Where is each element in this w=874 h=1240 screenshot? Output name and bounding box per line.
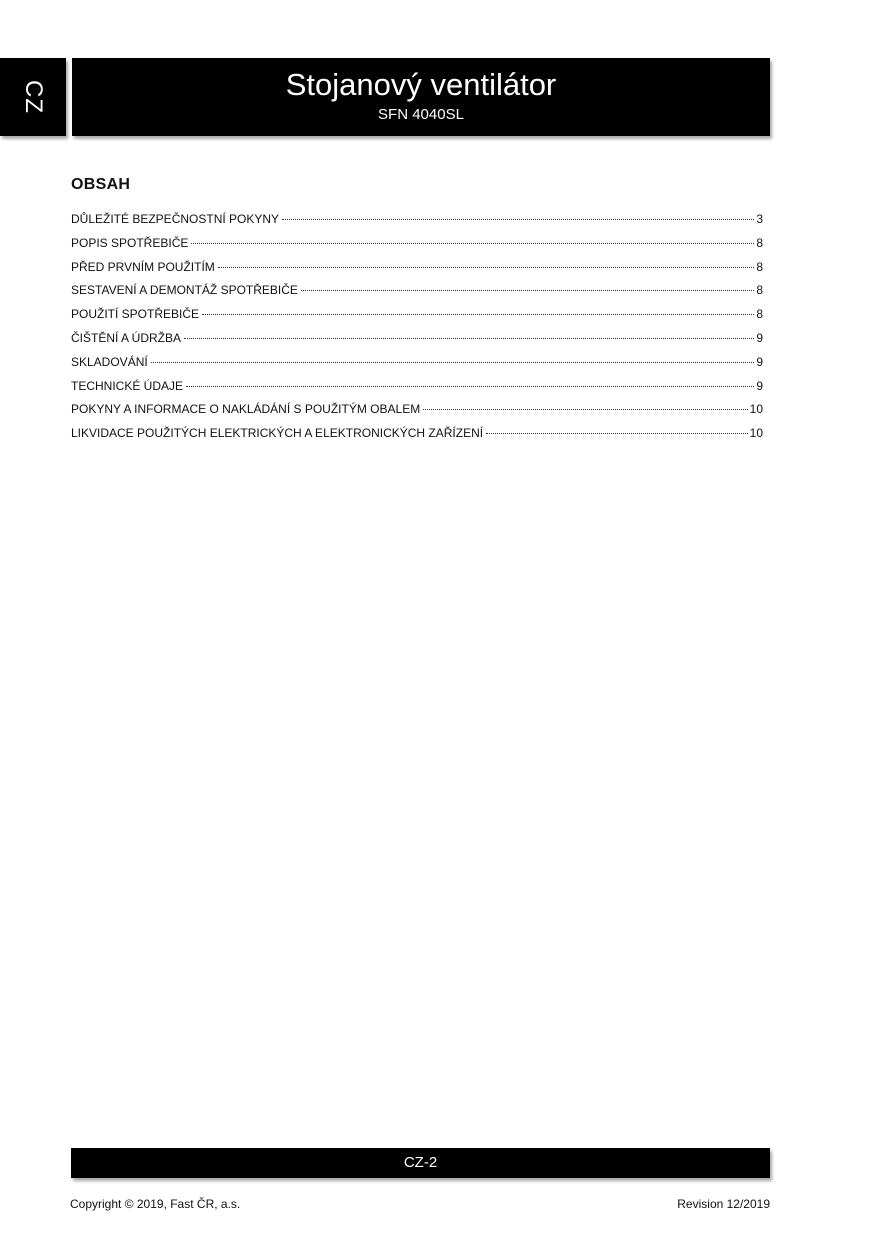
revision-label: Revision 12/2019 [677, 1197, 770, 1211]
toc-item-page: 3 [756, 212, 763, 226]
toc-item-title: ČIŠTĚNÍ A ÚDRŽBA [71, 330, 182, 345]
toc-item[interactable] [71, 402, 763, 426]
toc-dot-leader [218, 267, 755, 268]
toc-dot-leader [486, 433, 748, 434]
toc-item-page: 8 [756, 259, 763, 274]
toc-item-title: POKYNY A INFORMACE O NAKLÁDÁNÍ S POUŽITÝM OBALEM [71, 402, 421, 417]
toc-item[interactable] [71, 379, 763, 403]
toc-item-title: DŮLEŽITÉ BEZPEČNOSTNÍ POKYNY [71, 212, 280, 226]
toc-item-title: SKLADOVÁNÍ [71, 354, 148, 369]
model-number: SFN 4040SL [378, 106, 464, 123]
toc-item-page: 8 [756, 307, 763, 322]
header-bar [72, 58, 770, 136]
toc-item-page: 10 [749, 426, 763, 441]
toc-dot-leader [202, 314, 754, 315]
toc-dot-leader [184, 338, 754, 339]
toc-dot-leader [301, 290, 754, 291]
toc-item-page: 8 [756, 283, 763, 298]
toc-dot-leader [186, 386, 754, 387]
toc-item-page: 9 [756, 354, 763, 369]
toc-item-title: LIKVIDACE POUŽITÝCH ELEKTRICKÝCH A ELEKTRONICKÝCH ZAŘÍZENÍ [71, 426, 484, 441]
toc-item-title: POPIS SPOTŘEBIČE [71, 235, 189, 250]
toc-item[interactable] [71, 236, 763, 260]
toc-item-title: TECHNICKÉ ÚDAJE [71, 378, 184, 393]
table-of-contents [71, 175, 763, 450]
toc-dot-leader [282, 219, 754, 220]
toc-item[interactable] [71, 260, 763, 284]
copyright-notice: Copyright © 2019, Fast ČR, a.s. [70, 1197, 241, 1211]
page-number: CZ-2 [403, 1154, 438, 1171]
toc-dot-leader [151, 362, 755, 363]
toc-item[interactable] [71, 355, 763, 379]
toc-item-title: PŘED PRVNÍM POUŽITÍM [71, 259, 215, 274]
toc-item-page: 9 [756, 378, 763, 393]
toc-item-page: 8 [756, 235, 763, 250]
toc-dot-leader [423, 409, 747, 410]
language-tab [0, 58, 66, 136]
toc-item[interactable] [71, 307, 763, 331]
toc-dot-leader [191, 243, 754, 244]
toc-item-title: SESTAVENÍ A DEMONTÁŽ SPOTŘEBIČE [71, 283, 298, 298]
page-number-bar [71, 1148, 770, 1178]
toc-item[interactable] [71, 283, 763, 307]
toc-list [71, 212, 763, 450]
toc-item[interactable] [71, 426, 763, 450]
toc-item[interactable] [71, 331, 763, 355]
toc-heading: OBSAH [71, 176, 131, 193]
toc-item-page: 10 [749, 402, 763, 417]
toc-item-page: 9 [756, 330, 763, 345]
document-title: Stojanový ventilátor [285, 67, 557, 102]
toc-item[interactable] [71, 212, 763, 236]
language-tab-label: CZ [20, 80, 47, 114]
toc-item-title: POUŽITÍ SPOTŘEBIČE [71, 307, 200, 322]
